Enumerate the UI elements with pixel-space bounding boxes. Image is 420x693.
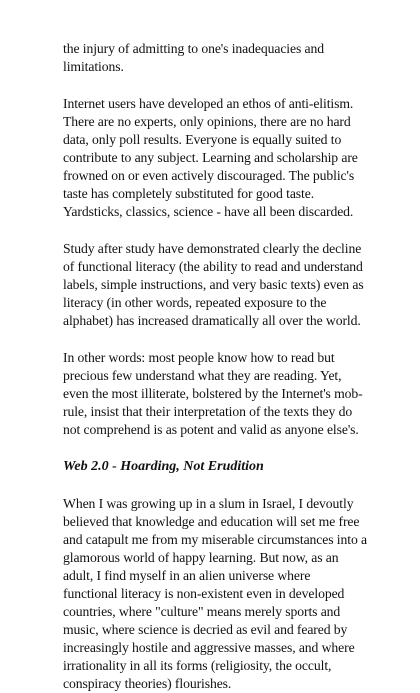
document-page (63, 40, 368, 693)
section-heading: Web 2.0 - Hoarding, Not Erudition (63, 459, 264, 474)
paragraph-growing-up: When I was growing up in a slum in Israel, I devoutly believed that knowledge and education will set me free and catapult me from my miserable circumstances into a glamorous world of happy learning. But now, as an adult, I find myself in an alien universe where functional literacy is non-existent even in developed countries, where "culture" means merely sports and music, where science is decried as evil and feared by increasingly hostile and aggressive masses, and where irrationality in all its forms (religiosity, the occult, conspiracy theories) flourishes. (63, 496, 367, 691)
paragraph-functional-literacy: Study after study have demonstrated clearly the decline of functional literacy (the ability to read and understand labels, simple instructions, and very basic texts) even as literacy (in other words, repeated exposure to the alphabet) has increased dramatically all over the world. (63, 241, 364, 328)
paragraph-anti-elitism: Internet users have developed an ethos of anti-elitism. There are no experts, only opinions, there are no hard data, only poll results. Everyone is equally suited to contribute to any subject. Learning and scholarship are frowned on or even actively discouraged. The public's taste has completely substituted for good taste. Yardsticks, classics, science - have all been discarded. (63, 96, 358, 219)
paragraph-continuation: the injury of admitting to one's inadequacies and limitations. (63, 41, 324, 74)
paragraph-reading-comprehension: In other words: most people know how to read but precious few understand what they are reading. Yet, even the most illiterate, bolstered by the Internet's mob-rule, insist that their interpretation of the texts they do not comprehend is as potent and valid as anyone else's. (63, 350, 363, 437)
